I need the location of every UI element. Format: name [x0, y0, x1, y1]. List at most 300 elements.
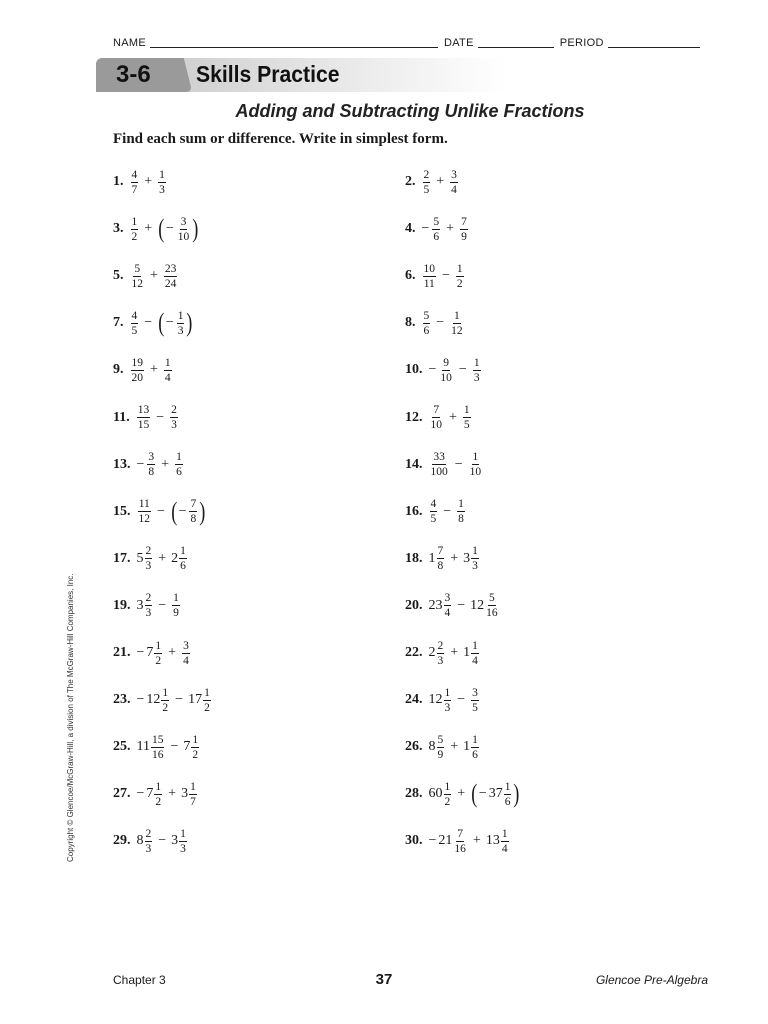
denominator: 3	[145, 607, 152, 620]
denominator: 6	[433, 230, 440, 243]
numerator: 1	[463, 404, 470, 416]
problem-expression	[429, 781, 522, 808]
problem-number: 22.	[405, 645, 423, 660]
problem-number: 1.	[113, 174, 124, 189]
numerator: 1	[192, 733, 199, 746]
numerator: 1	[454, 309, 460, 322]
problem-item	[113, 589, 181, 623]
numerator: 1	[159, 168, 165, 181]
whole-number: 11	[136, 739, 150, 755]
fraction	[504, 781, 512, 808]
numerator: 1	[472, 733, 478, 746]
fraction	[147, 451, 155, 478]
problem-expression	[429, 357, 482, 384]
whole-number: 1	[463, 645, 471, 660]
name-blank[interactable]	[150, 37, 438, 48]
parenthesis: )	[192, 214, 199, 244]
operator: +	[450, 645, 459, 660]
problem-expression	[136, 404, 179, 431]
denominator: 20	[131, 371, 143, 384]
fraction	[164, 357, 172, 384]
fraction	[131, 310, 139, 337]
denominator: 4	[444, 607, 451, 620]
operator: −	[457, 597, 466, 613]
operator: −	[442, 268, 450, 284]
denominator: 5	[430, 513, 437, 526]
numerator: 2	[171, 404, 177, 416]
whole-number: 1	[428, 550, 436, 566]
denominator: 12	[451, 324, 463, 337]
problem-item	[405, 777, 521, 811]
numerator: 1	[180, 827, 186, 840]
denominator: 6	[176, 466, 182, 479]
fraction	[423, 169, 431, 196]
problem-item	[113, 683, 212, 717]
operator: +	[158, 550, 167, 566]
problem-item	[405, 353, 482, 387]
whole-number: 8	[428, 739, 436, 755]
denominator: 4	[164, 371, 171, 384]
parenthesis: (	[158, 214, 165, 244]
problem-item	[405, 448, 483, 482]
numerator: 3	[472, 686, 478, 699]
numerator: 1	[473, 356, 480, 369]
problem-item	[405, 306, 465, 340]
footer-book-title: Glencoe Pre-Algebra	[595, 973, 708, 987]
fraction	[182, 640, 190, 667]
denominator: 2	[444, 795, 451, 808]
denominator: 6	[180, 560, 186, 573]
numerator: 4	[430, 498, 437, 511]
problem-expression	[422, 310, 465, 337]
numerator: 1	[177, 309, 184, 322]
problem-item	[405, 824, 510, 858]
problem-item	[113, 353, 173, 387]
fraction	[145, 828, 153, 855]
denominator: 3	[472, 560, 478, 573]
operator: +	[472, 833, 481, 849]
numerator: 1	[190, 780, 196, 793]
problem-item	[405, 401, 472, 435]
numerator: 5	[423, 309, 430, 322]
problem-number: 30.	[405, 833, 423, 849]
fraction	[430, 404, 444, 431]
denominator: 3	[444, 701, 451, 714]
problem-expression	[429, 404, 472, 431]
fraction	[151, 734, 165, 761]
denominator: 4	[183, 654, 189, 667]
fraction	[432, 216, 440, 243]
denominator: 2	[131, 230, 138, 243]
negative-sign: −	[136, 645, 145, 660]
numerator: 1	[458, 498, 464, 511]
problem-number: 23.	[113, 692, 131, 708]
denominator: 7	[131, 183, 138, 196]
problem-number: 2.	[405, 174, 416, 189]
numerator: 9	[443, 356, 450, 369]
problem-item	[405, 259, 465, 293]
operator: +	[150, 268, 158, 284]
operator: +	[150, 362, 158, 378]
negative-sign: −	[178, 503, 187, 519]
problem-number: 7.	[113, 315, 124, 331]
numerator: 1	[472, 451, 479, 464]
numerator: 1	[164, 356, 171, 369]
fraction	[439, 357, 453, 384]
operator: +	[168, 645, 177, 660]
problem-number: 4.	[405, 221, 416, 237]
whole-number: 21	[438, 833, 453, 849]
denominator: 100	[430, 466, 448, 479]
operator: +	[144, 174, 153, 189]
operator: −	[436, 315, 445, 331]
negative-sign: −	[428, 362, 437, 378]
problem-expression	[429, 828, 510, 855]
name-label: NAME	[113, 37, 146, 49]
problem-expression	[429, 640, 480, 667]
lesson-title: Skills Practice	[196, 61, 340, 87]
lesson-subtitle-text: Adding and Subtracting Unlike Fractions	[235, 101, 585, 121]
problem-expression	[422, 216, 469, 243]
operator: +	[168, 786, 177, 802]
denominator: 3	[473, 371, 480, 384]
numerator: 1	[501, 827, 508, 840]
whole-number: 8	[136, 833, 144, 849]
numerator: 1	[444, 780, 451, 793]
denominator: 2	[155, 654, 162, 667]
fraction	[164, 263, 178, 290]
fraction	[131, 263, 145, 290]
whole-number: 12	[470, 597, 485, 613]
fraction	[131, 216, 139, 243]
denominator: 12	[131, 277, 143, 290]
operator: −	[158, 833, 167, 849]
negative-sign: −	[421, 221, 430, 237]
numerator: 10	[423, 262, 435, 275]
problem-number: 13.	[113, 456, 131, 472]
denominator: 8	[190, 513, 197, 526]
fraction	[437, 640, 445, 667]
denominator: 8	[148, 466, 155, 479]
operator: −	[158, 597, 167, 613]
denominator: 9	[437, 748, 444, 761]
denominator: 12	[138, 513, 150, 526]
fraction	[457, 498, 465, 525]
problem-expression	[137, 687, 212, 714]
problem-item	[113, 448, 184, 482]
problem-expression	[130, 357, 173, 384]
problem-number: 20.	[405, 597, 423, 613]
fraction	[450, 310, 464, 337]
fraction	[172, 592, 180, 619]
fraction	[154, 781, 162, 808]
lesson-number: 3-6	[116, 61, 151, 88]
denominator: 2	[162, 701, 169, 714]
footer-page-number: 37	[375, 971, 393, 988]
problem-item	[405, 636, 480, 670]
whole-number: 2	[428, 645, 436, 660]
numerator: 7	[190, 498, 197, 511]
whole-number: 5	[136, 550, 144, 566]
fraction	[456, 263, 464, 290]
numerator: 1	[155, 780, 162, 793]
problem-item	[405, 730, 480, 764]
numerator: 1	[155, 639, 162, 652]
whole-number: 60	[428, 786, 443, 802]
numerator: 1	[204, 686, 210, 699]
numerator: 4	[131, 309, 138, 322]
fraction	[430, 498, 438, 525]
denominator: 4	[472, 654, 478, 667]
parenthesis: (	[158, 308, 165, 338]
problem-item	[405, 212, 469, 246]
problem-number: 3.	[113, 221, 124, 237]
problem-item	[405, 165, 459, 199]
denominator: 15	[137, 419, 150, 431]
problem-expression	[429, 687, 480, 714]
numerator: 1	[176, 451, 182, 464]
problem-expression	[137, 781, 198, 808]
numerator: 1	[472, 545, 478, 558]
numerator: 33	[433, 451, 445, 464]
whole-number: 3	[136, 597, 144, 613]
problem-number: 15.	[113, 503, 131, 519]
problem-item	[113, 212, 200, 246]
negative-sign: −	[136, 786, 145, 802]
parenthesis: (	[471, 779, 478, 809]
numerator: 7	[437, 545, 444, 558]
fraction	[177, 310, 185, 337]
denominator: 7	[190, 795, 196, 808]
problem-expression	[137, 498, 207, 525]
denominator: 3	[180, 842, 186, 855]
denominator: 3	[145, 842, 152, 855]
denominator: 6	[504, 795, 511, 808]
problem-number: 28.	[405, 786, 423, 802]
copyright-notice: Copyright © Glencoe/McGraw-Hill, a division of The McGraw-Hill Companies, Inc.	[66, 573, 75, 862]
date-label: DATE	[443, 37, 474, 49]
fraction	[469, 451, 483, 478]
denominator: 11	[423, 277, 435, 290]
operator: +	[450, 739, 459, 755]
numerator: 1	[131, 215, 138, 228]
denominator: 5	[131, 324, 138, 337]
denominator: 10	[177, 230, 190, 243]
numerator: 3	[444, 592, 451, 605]
fraction	[170, 404, 178, 431]
negative-sign: −	[136, 456, 145, 472]
numerator: 1	[472, 639, 478, 652]
operator: −	[457, 692, 466, 708]
problem-number: 27.	[113, 786, 131, 802]
operator: −	[157, 503, 165, 519]
numerator: 4	[131, 168, 138, 181]
fraction	[437, 734, 445, 761]
problem-expression	[130, 169, 167, 196]
problem-number: 19.	[113, 597, 131, 613]
whole-number: 37	[488, 786, 503, 802]
denominator: 6	[423, 324, 430, 337]
fraction	[463, 404, 471, 431]
fraction	[137, 404, 151, 431]
problem-expression	[429, 451, 484, 478]
directions: Find each sum or difference. Write in simplest form.	[113, 131, 448, 147]
fraction	[471, 545, 479, 572]
operator: +	[144, 221, 153, 237]
fraction	[145, 545, 153, 572]
fraction	[189, 781, 197, 808]
problem-expression	[429, 498, 466, 525]
numerator: 1	[173, 592, 179, 605]
numerator: 5	[433, 215, 440, 228]
operator: −	[458, 362, 467, 378]
problem-expression	[137, 592, 181, 619]
problem-number: 6.	[405, 268, 416, 284]
fraction	[437, 545, 445, 572]
whole-number: 7	[146, 786, 154, 802]
fraction	[471, 640, 479, 667]
problem-item	[113, 730, 200, 764]
problem-expression	[137, 545, 188, 572]
problem-expression	[137, 828, 188, 855]
numerator: 5	[134, 262, 141, 275]
parenthesis: )	[199, 496, 206, 526]
operator: −	[170, 739, 179, 755]
fraction	[423, 263, 437, 290]
numerator: 2	[145, 592, 152, 605]
denominator: 24	[164, 277, 177, 290]
numerator: 15	[151, 733, 164, 746]
problem-item	[113, 824, 188, 858]
fraction	[158, 169, 166, 196]
fraction	[450, 169, 458, 196]
fraction	[453, 828, 467, 855]
student-info-header	[113, 35, 708, 49]
period-label: PERIOD	[559, 37, 604, 49]
fraction	[145, 592, 153, 619]
fraction	[177, 216, 191, 243]
denominator: 2	[155, 795, 162, 808]
problem-number: 12.	[405, 409, 423, 425]
fraction	[423, 310, 431, 337]
operator: +	[457, 786, 466, 802]
problem-expression	[137, 451, 184, 478]
problem-number: 5.	[113, 268, 124, 284]
operator: −	[144, 315, 153, 331]
problem-number: 21.	[113, 645, 131, 660]
denominator: 9	[173, 607, 179, 620]
numerator: 1	[180, 545, 186, 558]
numerator: 7	[461, 215, 467, 228]
lesson-banner	[96, 58, 506, 92]
denominator: 16	[486, 607, 498, 620]
operator: +	[450, 550, 459, 566]
denominator: 10	[440, 371, 452, 384]
problem-item	[113, 636, 191, 670]
whole-number: 1	[463, 739, 471, 755]
problem-number: 26.	[405, 739, 423, 755]
numerator: 13	[137, 404, 150, 416]
problem-item	[405, 495, 466, 529]
negative-sign: −	[478, 786, 487, 802]
problem-expression	[429, 592, 500, 619]
operator: −	[156, 409, 165, 425]
negative-sign: −	[136, 692, 145, 708]
whole-number: 17	[188, 692, 203, 708]
denominator: 2	[456, 277, 463, 290]
fraction	[485, 592, 499, 619]
denominator: 5	[463, 419, 470, 431]
numerator: 2	[145, 827, 152, 840]
problem-number: 10.	[405, 362, 423, 378]
numerator: 5	[437, 733, 444, 746]
numerator: 3	[148, 451, 155, 464]
negative-sign: −	[165, 221, 174, 237]
date-blank[interactable]	[478, 37, 554, 48]
operator: −	[454, 456, 463, 472]
problem-item	[113, 777, 198, 811]
fraction	[501, 828, 509, 855]
problem-number: 17.	[113, 550, 131, 566]
numerator: 19	[131, 356, 143, 369]
denominator: 16	[454, 842, 466, 855]
lesson-subtitle	[0, 101, 768, 122]
problem-expression	[137, 734, 201, 761]
denominator: 3	[171, 419, 177, 431]
fraction	[154, 640, 162, 667]
operator: +	[436, 174, 445, 189]
numerator: 2	[145, 545, 152, 558]
denominator: 2	[192, 748, 199, 761]
denominator: 8	[458, 513, 464, 526]
numerator: 11	[138, 498, 150, 511]
problem-number: 24.	[405, 692, 423, 708]
problem-item	[113, 306, 194, 340]
fraction	[179, 545, 187, 572]
fraction	[444, 781, 452, 808]
operator: −	[175, 692, 184, 708]
denominator: 9	[461, 230, 467, 243]
denominator: 6	[472, 748, 478, 761]
fraction	[131, 169, 139, 196]
denominator: 16	[151, 748, 164, 761]
denominator: 4	[501, 842, 508, 855]
fraction	[203, 687, 211, 714]
whole-number: 7	[146, 645, 154, 660]
period-blank[interactable]	[608, 37, 700, 48]
operator: +	[161, 456, 170, 472]
parenthesis: )	[186, 308, 193, 338]
whole-number: 3	[181, 786, 189, 802]
denominator: 3	[145, 560, 152, 573]
fraction	[473, 357, 481, 384]
problem-expression	[137, 640, 191, 667]
denominator: 4	[451, 183, 457, 196]
numerator: 7	[433, 404, 440, 416]
problem-expression	[429, 734, 480, 761]
denominator: 5	[423, 183, 430, 196]
problem-item	[113, 259, 178, 293]
operator: +	[446, 221, 455, 237]
problem-item	[405, 683, 480, 717]
denominator: 2	[204, 701, 210, 714]
denominator: 3	[159, 183, 165, 196]
problem-expression	[422, 263, 465, 290]
fraction	[189, 498, 197, 525]
whole-number: 3	[463, 550, 471, 566]
fraction	[161, 687, 169, 714]
fraction	[460, 216, 468, 243]
